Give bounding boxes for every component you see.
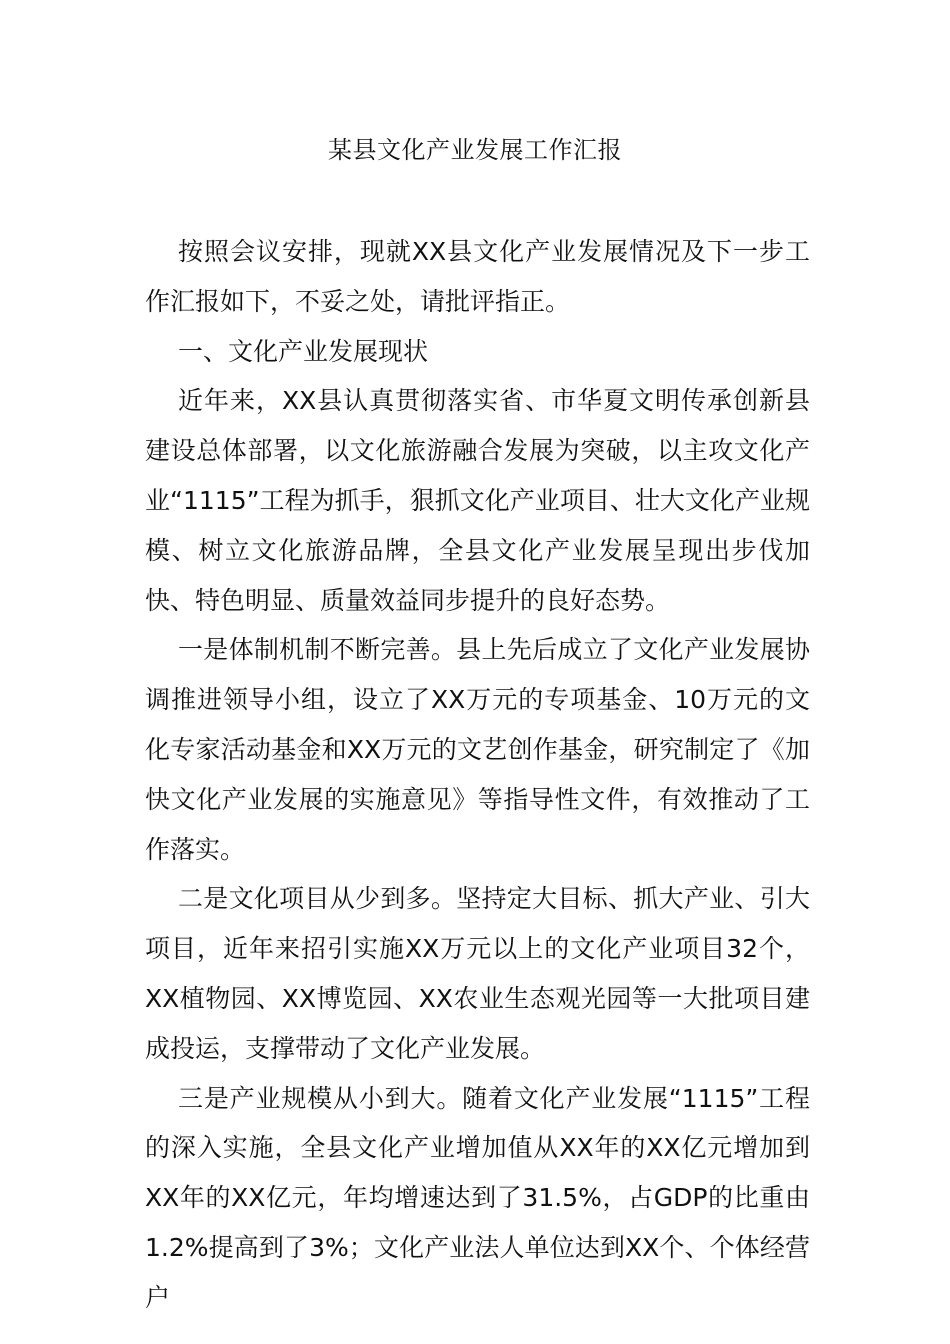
paragraph-intro: 按照会议安排，现就XX县文化产业发展情况及下一步工作汇报如下，不妥之处，请批评指正。: [145, 237, 810, 316]
section-heading: 一、文化产业发展现状: [178, 336, 429, 366]
paragraph-scale: 三是产业规模从小到大。随着文化产业发展“1115”工程的深入实施，全县文化产业增加值从XX年的XX亿元增加到XX年的XX亿元，年均增速达到了31.5%，占GDP的比重由1.2%提高到了3%；文化产业法人单位达到XX个、个体经营户: [145, 1083, 810, 1312]
document-title: 某县文化产业发展工作汇报: [328, 136, 622, 164]
paragraph-projects: 二是文化项目从少到多。坚持定大目标、抓大产业、引大项目，近年来招引实施XX万元以上的文化产业项目32个，XX植物园、XX博览园、XX农业生态观光园等一大批项目建成投运，支撑带动了文化产业发展。: [145, 884, 810, 1063]
document-body: [145, 227, 810, 1323]
paragraph-overview: 近年来，XX县认真贯彻落实省、市华夏文明传承创新县建设总体部署，以文化旅游融合发展为突破，以主攻文化产业“1115”工程为抓手，狠抓文化产业项目、壮大文化产业规模、树立文化旅游品牌，全县文化产业发展呈现出步伐加快、特色明显、质量效益同步提升的良好态势。: [145, 386, 810, 615]
paragraph-institutions: 一是体制机制不断完善。县上先后成立了文化产业发展协调推进领导小组，设立了XX万元的专项基金、10万元的文化专家活动基金和XX万元的文艺创作基金，研究制定了《加快文化产业发展的实施意见》等指导性文件，有效推动了工作落实。: [145, 635, 810, 864]
